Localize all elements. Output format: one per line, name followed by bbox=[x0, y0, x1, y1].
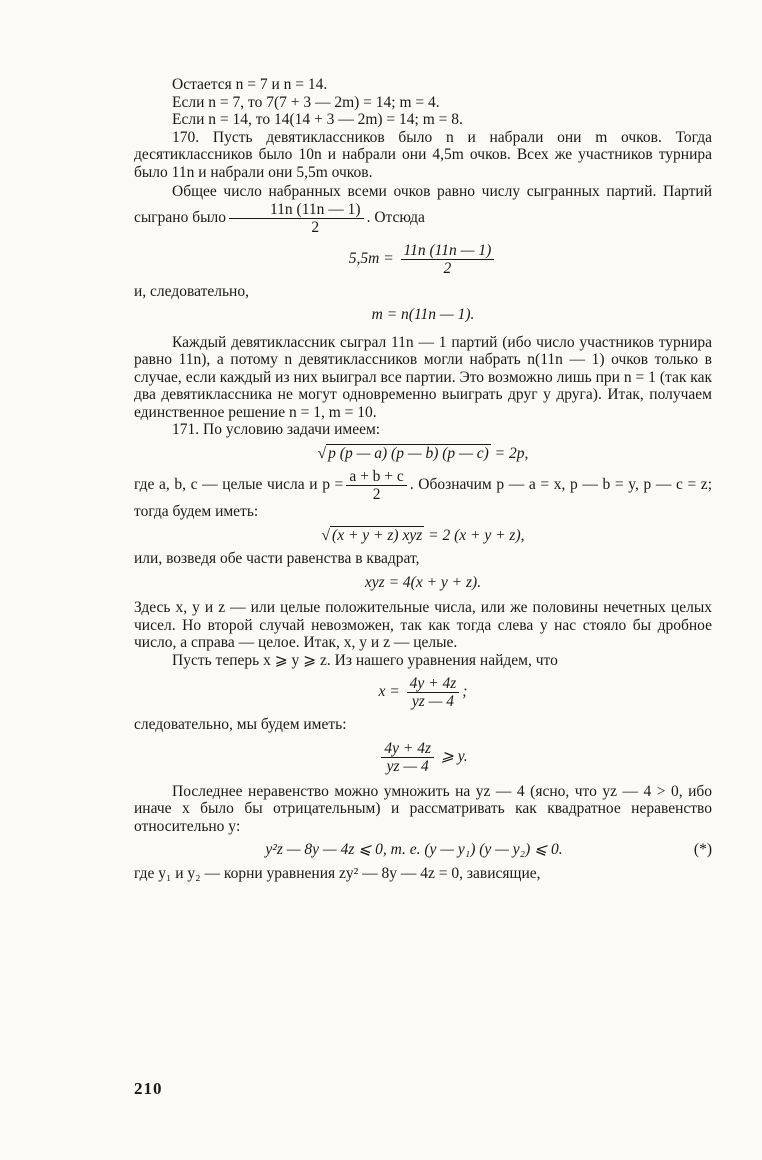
equation-rhs: ⩾ y. bbox=[440, 747, 468, 765]
equation-4 bbox=[134, 527, 712, 545]
text-line: Если n = 14, то 14(14 + 3 — 2m) = 14; m = 8. bbox=[172, 111, 463, 128]
fraction-denominator: yz — 4 bbox=[411, 693, 455, 710]
fraction-numerator: a + b + c bbox=[346, 468, 407, 486]
equation-tag: (*) bbox=[693, 841, 712, 858]
fraction-numerator: 11n (11n — 1) bbox=[401, 242, 495, 260]
paragraph-last: Последнее неравенство можно умножить на yz — 4 (ясно, что yz — 4 > 0, ибо иначе x было бы отрицательным) и рассматривать как квадратное неравенство относительно y: bbox=[134, 782, 712, 835]
equation-1 bbox=[134, 242, 712, 277]
equation-5: xyz = 4(x + y + z). bbox=[364, 573, 482, 591]
paragraph-each: Каждый девятиклассник сыграл 11n — 1 партий (ибо число участников турнира равно 11n), а потому n девятиклассников могли набрать n(11n — 1) очков только в случае, если каждый из них выиграл все партии. Это возможно лишь при n = 1 (так как два девятиклассника не могут одновременно выиграть друг у друга). Итак, получаем единственное решение n = 1, m = 10. bbox=[134, 333, 712, 421]
text-line: Остается n = 7 и n = 14. bbox=[172, 76, 328, 93]
equation-3 bbox=[134, 445, 712, 463]
fraction bbox=[407, 675, 460, 710]
equation-lhs: 5,5m = bbox=[348, 249, 394, 267]
fraction bbox=[381, 740, 434, 775]
fraction bbox=[229, 201, 364, 236]
radicand: p (p — a) (p — b) (p — c) bbox=[328, 444, 489, 462]
page-number: 210 bbox=[134, 1079, 163, 1098]
paragraph-here: Здесь x, y и z — или целые положительные числа, или же половины нечетных целых чисел. Но второй случай невозможен, так как тогда слева у нас стояло бы дробное число, а справа — целое. Итак, x, y и z — целые. bbox=[134, 599, 712, 651]
equation-rhs: = 2 (x + y + z), bbox=[428, 526, 525, 544]
fraction-numerator: 11n (11n — 1) bbox=[229, 201, 364, 219]
equation-lhs: x = bbox=[378, 683, 400, 701]
equation-tail: ; bbox=[462, 683, 468, 701]
equation-2: m = n(11n — 1). bbox=[371, 306, 475, 323]
page-body bbox=[134, 76, 712, 882]
fraction-denominator: 2 bbox=[311, 218, 320, 236]
text-line: или, возведя обе части равенства в квадрат, bbox=[134, 550, 420, 567]
text-span: где a, b, c — целые числа и p = bbox=[134, 476, 344, 494]
text-span: . Обозначим p — a = x, p — b = y, p — c = z; тогда будем иметь: bbox=[134, 476, 712, 520]
radical-sign: √ bbox=[317, 444, 327, 462]
paragraph-final: где y₁ и y₂ — корни уравнения zy² — 8y — 4z = 0, зависящие, bbox=[134, 864, 541, 882]
paragraph-games bbox=[134, 183, 712, 236]
text-line: следовательно, мы будем иметь: bbox=[134, 716, 347, 733]
equation-body: y²z — 8y — 4z ⩽ 0, т. е. (y — y₁) (y — y₂) ⩽ 0. bbox=[265, 841, 563, 858]
fraction-numerator: 4y + 4z bbox=[381, 740, 434, 758]
fraction-numerator: 4y + 4z bbox=[407, 675, 460, 693]
fraction-denominator: 2 bbox=[372, 486, 381, 503]
equation-6 bbox=[134, 675, 712, 710]
equation-8 bbox=[134, 841, 712, 859]
radicand: (x + y + z) xyz bbox=[332, 526, 423, 544]
text-span: . Отсюда bbox=[366, 208, 425, 226]
equation-7 bbox=[134, 740, 712, 775]
radical-sign: √ bbox=[321, 526, 331, 544]
fraction bbox=[401, 242, 495, 277]
problem-171: 171. По условию задачи имеем: bbox=[172, 421, 381, 438]
fraction bbox=[346, 468, 407, 503]
paragraph-let: Пусть теперь x ⩾ y ⩾ z. Из нашего уравнения найдем, что bbox=[172, 651, 558, 669]
equation-rhs: = 2p, bbox=[494, 444, 529, 462]
fraction-denominator: 2 bbox=[443, 259, 452, 277]
problem-170: 170. Пусть девятиклассников было n и набрали они m очков. Тогда десятиклассников было 10n и набрали они 4,5m очков. Всех же участников турнира было 11n и набрали они 5,5m очков. bbox=[134, 128, 712, 181]
text-span: Общее число набранных всеми очков равно числу сыгранных партий. Партий сыграно было bbox=[134, 183, 712, 226]
text-line: и, следовательно, bbox=[134, 282, 249, 300]
paragraph-where bbox=[134, 468, 712, 521]
fraction-denominator: yz — 4 bbox=[386, 757, 429, 775]
text-line: Если n = 7, то 7(7 + 3 — 2m) = 14; m = 4. bbox=[172, 93, 440, 111]
